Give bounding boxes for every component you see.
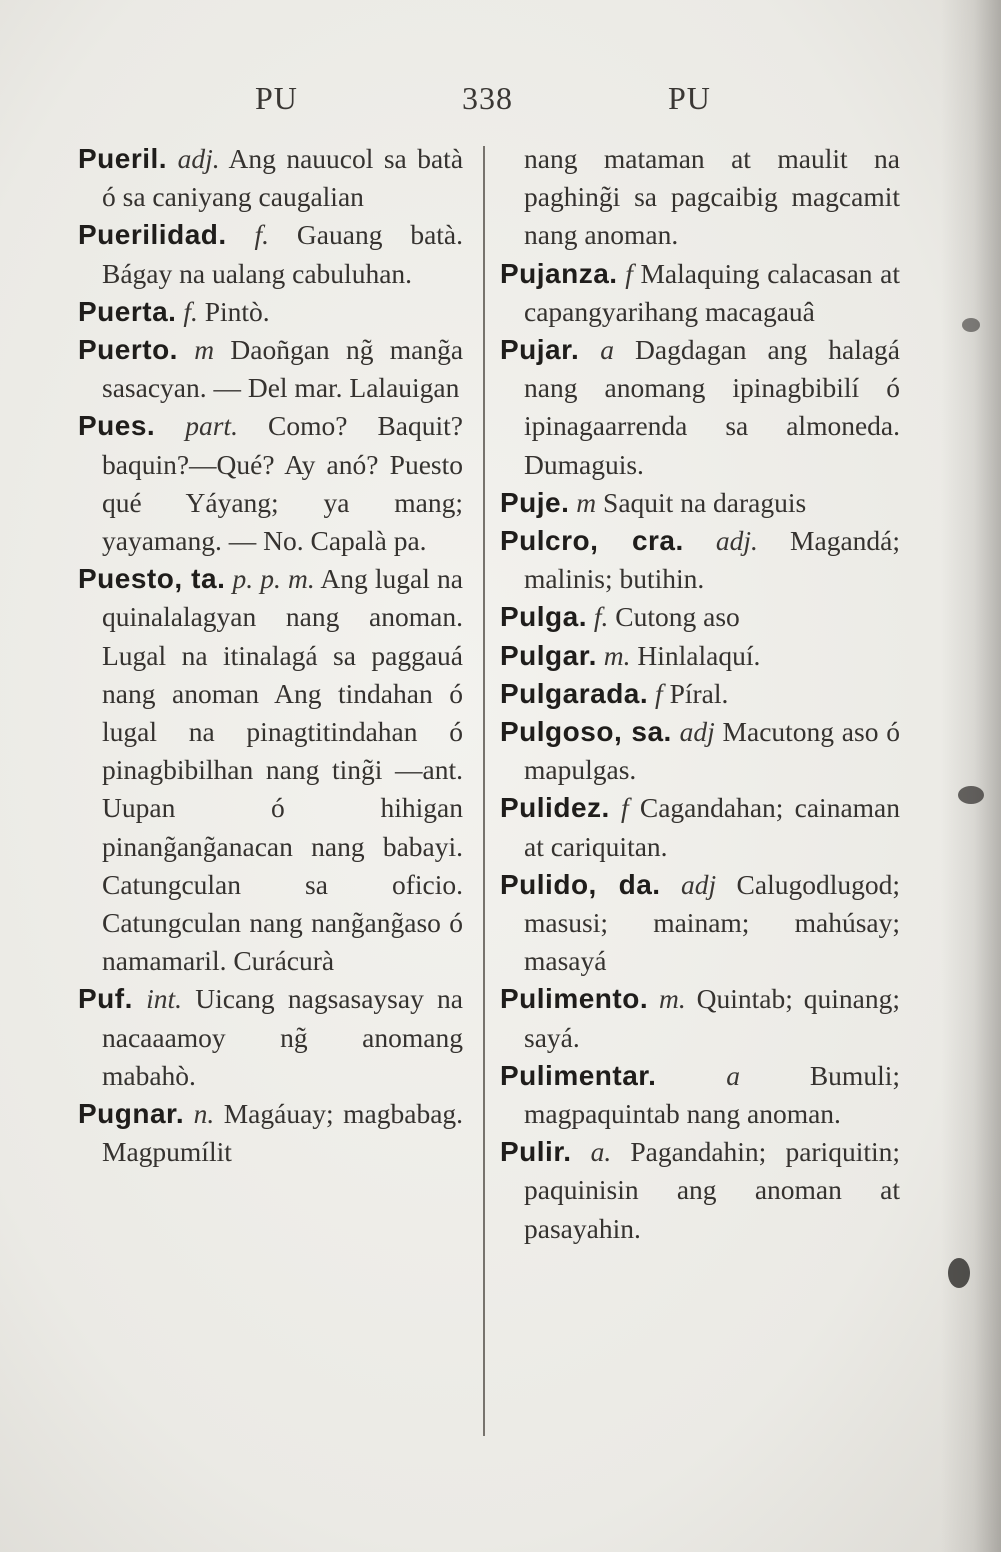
- grammar-label: adj.: [177, 143, 220, 174]
- headword: Pulcro, cra.: [500, 525, 684, 557]
- dictionary-entry: [500, 484, 900, 522]
- definition: Dagdagan ang halagá nang anomang ipinagbibilí ó ipinagaarrenda sa almoneda. Dumaguis.: [524, 334, 901, 480]
- definition: Macutong aso ó mapulgas.: [524, 716, 900, 786]
- grammar-label: f: [625, 257, 633, 289]
- ink-spot: [948, 1258, 970, 1288]
- definition: Calugodlugod; masusi; mainam; mahúsay; masayá: [524, 868, 901, 977]
- header-left-guide-word: PU: [255, 80, 298, 116]
- definition: Cagandahan; cainaman at cariquitan.: [524, 792, 900, 862]
- grammar-label: a: [600, 334, 615, 366]
- headword: Pujar.: [500, 334, 580, 366]
- grammar-label: int.: [146, 983, 183, 1015]
- headword: Puf.: [78, 983, 133, 1015]
- headword: Pujanza.: [500, 257, 618, 289]
- dictionary-entry: [78, 980, 463, 1095]
- left-column: [78, 140, 463, 1171]
- ink-spot: [962, 318, 980, 332]
- grammar-label: n.: [193, 1098, 215, 1130]
- definition: Ang lugal na quinalalagyan nang anoman. Lugal na itinalagá sa paggauá nang anoman Ang tindahan ó lugal na pinagtitindahan ó pinagbibilhan nang ting̃i —ant. Uupan ó hihigan pinang̃ang̃anacan nang babayi. Catungculan sa oficio. Catungculan nang nang̃ang̃aso ó namamaril. Curácurà: [102, 563, 463, 977]
- grammar-label: m: [576, 486, 597, 518]
- header-right-guide-word: PU: [668, 80, 711, 116]
- definition: Píral.: [669, 677, 729, 709]
- dictionary-entry: [78, 216, 463, 292]
- grammar-label: part.: [185, 410, 238, 442]
- dictionary-entry: [500, 675, 900, 713]
- grammar-label: a.: [590, 1136, 612, 1168]
- headword: Pulga.: [500, 601, 588, 633]
- definition: Daoñgan ng̃ mang̃a sasacyan. — Del mar. Lalauigan: [102, 334, 464, 404]
- grammar-label: f.: [254, 219, 270, 251]
- dictionary-entry: [500, 1057, 900, 1133]
- headword: Puerto.: [78, 334, 178, 366]
- grammar-label: a: [726, 1059, 741, 1091]
- definition: Magáuay; magbabag. Magpumílit: [102, 1098, 464, 1168]
- definition: Bumuli; magpaquintab nang anoman.: [524, 1059, 900, 1130]
- headword: Pugnar.: [78, 1098, 185, 1130]
- dictionary-entry: [78, 331, 463, 407]
- definition: Quintab; quinang; sayá.: [524, 983, 901, 1053]
- definition: Gauang batà. Bágay na ualang cabuluhan.: [102, 219, 463, 289]
- page-header: [0, 80, 1001, 130]
- grammar-label: adj.: [715, 525, 758, 557]
- headword: Puerilidad.: [78, 219, 227, 251]
- headword: Pulgoso, sa.: [500, 716, 672, 748]
- dictionary-entry: [500, 331, 900, 484]
- definition: Pintò.: [204, 295, 270, 327]
- dictionary-entry: [500, 598, 900, 636]
- dictionary-entry: [500, 980, 900, 1056]
- headword: Pulido, da.: [500, 868, 661, 900]
- grammar-label: m.: [603, 639, 631, 671]
- definition: Saquit na daraguis: [603, 486, 807, 518]
- headword: Pulimento.: [500, 983, 649, 1015]
- grammar-label: m: [194, 334, 215, 366]
- grammar-label: m.: [659, 983, 686, 1015]
- definition: Pagandahin; pariquitin; paquinisin ang anoman at pasayahin.: [524, 1136, 901, 1244]
- definition: Hinlalaquí.: [637, 639, 761, 671]
- dictionary-entry: [500, 255, 900, 331]
- headword: Puje.: [500, 486, 570, 518]
- grammar-label: adj: [681, 868, 717, 900]
- dictionary-entry: [78, 293, 463, 331]
- definition: Cutong aso: [615, 601, 740, 633]
- ink-spot: [958, 786, 984, 804]
- grammar-label: f: [655, 677, 663, 709]
- definition: Uicang nagsasaysay na nacaaamoy ng̃ anomang mabahò.: [102, 983, 464, 1091]
- continued-definition: nang mataman at maulit na paghing̃i sa pagcaibig magcamit nang anoman.: [524, 143, 900, 251]
- dictionary-entry: [500, 789, 900, 865]
- grammar-label: f.: [183, 295, 198, 327]
- headword: Pulidez.: [500, 792, 610, 824]
- dictionary-entry: [500, 866, 900, 981]
- headword: Pueril.: [78, 143, 168, 174]
- headword: Puerta.: [78, 295, 177, 327]
- grammar-label: adj: [679, 716, 715, 748]
- definition: Malaquing calacasan at capangyarihang macagauâ: [524, 257, 900, 327]
- page-edge-shadow: [941, 0, 1001, 1552]
- page-number: 338: [462, 80, 513, 116]
- grammar-label: f.: [593, 601, 609, 633]
- headword: Pulimentar.: [500, 1059, 657, 1091]
- headword: Puesto, ta.: [78, 563, 226, 595]
- definition: Como? Baquit? baquin?—Qué? Ay anó? Puesto qué Yáyang; ya mang; yayamang. — No. Capalà pa.: [102, 410, 463, 557]
- dictionary-entry: [500, 637, 900, 675]
- headword: Pues.: [78, 410, 156, 442]
- right-column: [500, 140, 900, 1248]
- column-divider: [483, 146, 485, 1436]
- dictionary-entry: [78, 1095, 463, 1171]
- dictionary-entry: [500, 713, 900, 789]
- dictionary-entry: [78, 407, 463, 560]
- dictionary-entry: [78, 140, 463, 216]
- definition: Magandá; malinis; butihin.: [524, 525, 900, 595]
- dictionary-entry: [78, 560, 463, 980]
- dictionary-entry: [500, 522, 900, 598]
- headword: Pulgar.: [500, 639, 597, 671]
- dictionary-entry: [500, 1133, 900, 1248]
- grammar-label: f: [621, 792, 629, 824]
- headword: Pulgarada.: [500, 677, 649, 709]
- grammar-label: p. p. m.: [232, 563, 315, 595]
- headword: Pulir.: [500, 1136, 572, 1168]
- definition: Ang nauucol sa batà ó sa caniyang caugalian: [102, 143, 464, 213]
